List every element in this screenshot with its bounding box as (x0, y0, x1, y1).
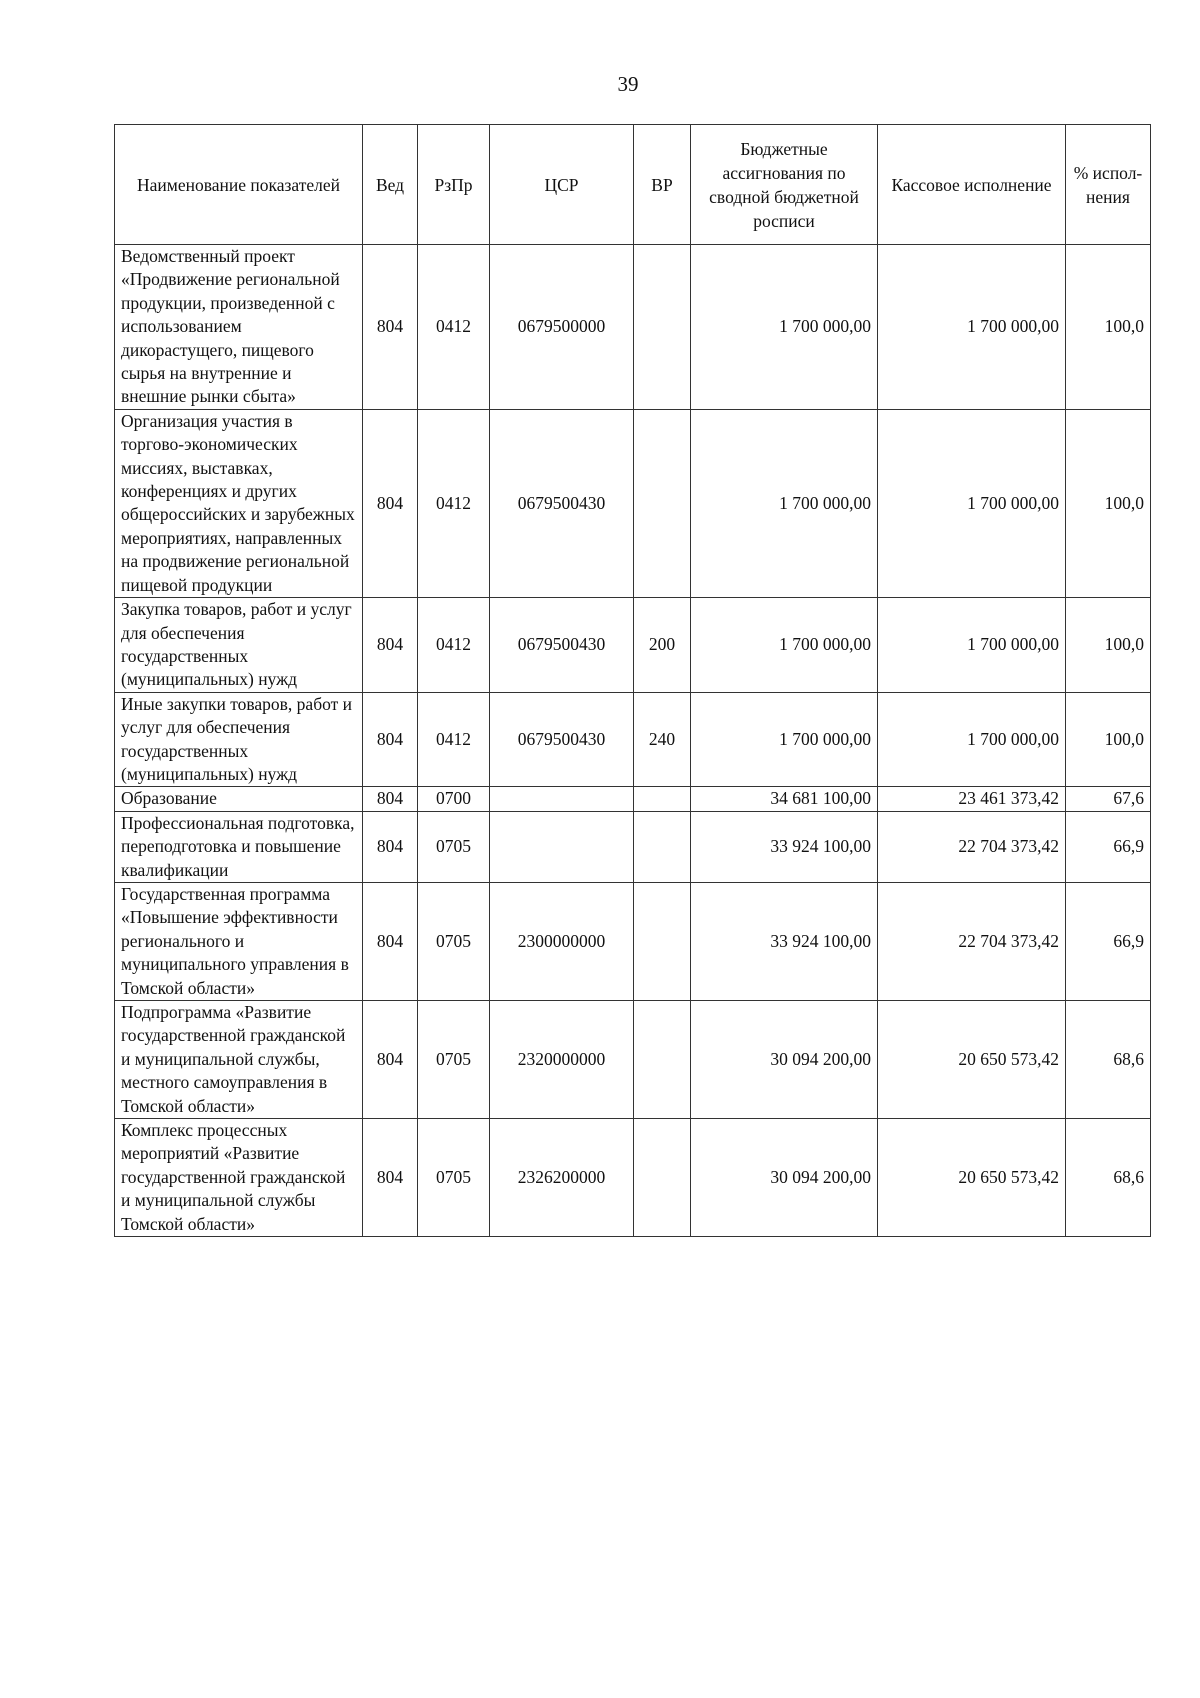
table-header-row (115, 125, 1151, 245)
row-ved: 804 (363, 598, 418, 693)
row-kassa: 1 700 000,00 (878, 245, 1066, 410)
row-kassa: 1 700 000,00 (878, 409, 1066, 597)
row-kassa: 23 461 373,42 (878, 787, 1066, 811)
row-name: Комплекс процессных мероприятий «Развитие государственной гражданской и муниципальной службы Томской области» (115, 1119, 363, 1237)
row-rzpr: 0705 (418, 1001, 490, 1119)
budget-execution-table (114, 124, 1151, 1237)
row-budget: 30 094 200,00 (691, 1119, 878, 1237)
table-row (115, 811, 1151, 882)
row-ved: 804 (363, 692, 418, 787)
row-pct: 67,6 (1066, 787, 1151, 811)
row-rzpr: 0700 (418, 787, 490, 811)
row-name: Организация участия в торгово-экономических миссиях, выставках, конференциях и других общероссийских и зарубежных мероприятиях, направленных на продвижение региональной пищевой продукции (115, 409, 363, 597)
row-rzpr: 0412 (418, 245, 490, 410)
table-row (115, 1119, 1151, 1237)
row-csr: 0679500000 (490, 245, 634, 410)
row-vr (634, 1119, 691, 1237)
row-rzpr: 0412 (418, 692, 490, 787)
row-csr: 0679500430 (490, 692, 634, 787)
row-ved: 804 (363, 787, 418, 811)
row-rzpr: 0412 (418, 409, 490, 597)
row-ved: 804 (363, 1119, 418, 1237)
row-vr (634, 409, 691, 597)
row-kassa: 22 704 373,42 (878, 882, 1066, 1000)
row-rzpr: 0705 (418, 1119, 490, 1237)
row-vr: 200 (634, 598, 691, 693)
row-kassa: 22 704 373,42 (878, 811, 1066, 882)
row-kassa: 20 650 573,42 (878, 1001, 1066, 1119)
row-budget: 1 700 000,00 (691, 409, 878, 597)
row-ved: 804 (363, 882, 418, 1000)
row-pct: 100,0 (1066, 598, 1151, 693)
row-budget: 33 924 100,00 (691, 882, 878, 1000)
row-ved: 804 (363, 811, 418, 882)
row-pct: 100,0 (1066, 245, 1151, 410)
table-row (115, 409, 1151, 597)
table-row (115, 692, 1151, 787)
header-name: Наименование показателей (115, 125, 363, 245)
table-row (115, 787, 1151, 811)
row-name: Иные закупки товаров, работ и услуг для обеспечения государственных (муниципальных) нужд (115, 692, 363, 787)
row-budget: 34 681 100,00 (691, 787, 878, 811)
row-rzpr: 0412 (418, 598, 490, 693)
row-pct: 68,6 (1066, 1119, 1151, 1237)
table-row (115, 598, 1151, 693)
row-name: Подпрограмма «Развитие государственной гражданской и муниципальной службы, местного самоуправления в Томской области» (115, 1001, 363, 1119)
row-pct: 66,9 (1066, 811, 1151, 882)
header-csr: ЦСР (490, 125, 634, 245)
row-budget: 33 924 100,00 (691, 811, 878, 882)
row-csr (490, 811, 634, 882)
row-name: Закупка товаров, работ и услуг для обеспечения государственных (муниципальных) нужд (115, 598, 363, 693)
row-ved: 804 (363, 245, 418, 410)
row-kassa: 1 700 000,00 (878, 692, 1066, 787)
row-budget: 30 094 200,00 (691, 1001, 878, 1119)
row-csr: 0679500430 (490, 598, 634, 693)
row-vr (634, 1001, 691, 1119)
row-csr: 0679500430 (490, 409, 634, 597)
header-kassa: Кассовое исполнение (878, 125, 1066, 245)
row-budget: 1 700 000,00 (691, 598, 878, 693)
row-ved: 804 (363, 409, 418, 597)
row-pct: 66,9 (1066, 882, 1151, 1000)
row-vr (634, 811, 691, 882)
header-budget: Бюджетные ассигнования по сводной бюджетной росписи (691, 125, 878, 245)
row-kassa: 1 700 000,00 (878, 598, 1066, 693)
header-ved: Вед (363, 125, 418, 245)
row-vr: 240 (634, 692, 691, 787)
row-pct: 68,6 (1066, 1001, 1151, 1119)
row-csr: 2326200000 (490, 1119, 634, 1237)
row-vr (634, 787, 691, 811)
table-row (115, 1001, 1151, 1119)
row-name: Образование (115, 787, 363, 811)
row-name: Профессиональная подготовка, переподготовка и повышение квалификации (115, 811, 363, 882)
table-row (115, 245, 1151, 410)
page-number: 39 (617, 72, 639, 96)
row-kassa: 20 650 573,42 (878, 1119, 1066, 1237)
row-rzpr: 0705 (418, 811, 490, 882)
row-ved: 804 (363, 1001, 418, 1119)
row-vr (634, 245, 691, 410)
table-row (115, 882, 1151, 1000)
header-vr: ВР (634, 125, 691, 245)
row-name: Ведомственный проект «Продвижение региональной продукции, произведенной с использованием дикорастущего, пищевого сырья на внутренние и внешние рынки сбыта» (115, 245, 363, 410)
row-csr: 2320000000 (490, 1001, 634, 1119)
row-budget: 1 700 000,00 (691, 692, 878, 787)
row-pct: 100,0 (1066, 692, 1151, 787)
header-rzpr: РзПр (418, 125, 490, 245)
row-csr: 2300000000 (490, 882, 634, 1000)
row-pct: 100,0 (1066, 409, 1151, 597)
row-csr (490, 787, 634, 811)
row-vr (634, 882, 691, 1000)
row-budget: 1 700 000,00 (691, 245, 878, 410)
row-rzpr: 0705 (418, 882, 490, 1000)
row-name: Государственная программа «Повышение эффективности регионального и муниципального управления в Томской области» (115, 882, 363, 1000)
header-pct: % испол-нения (1066, 125, 1151, 245)
